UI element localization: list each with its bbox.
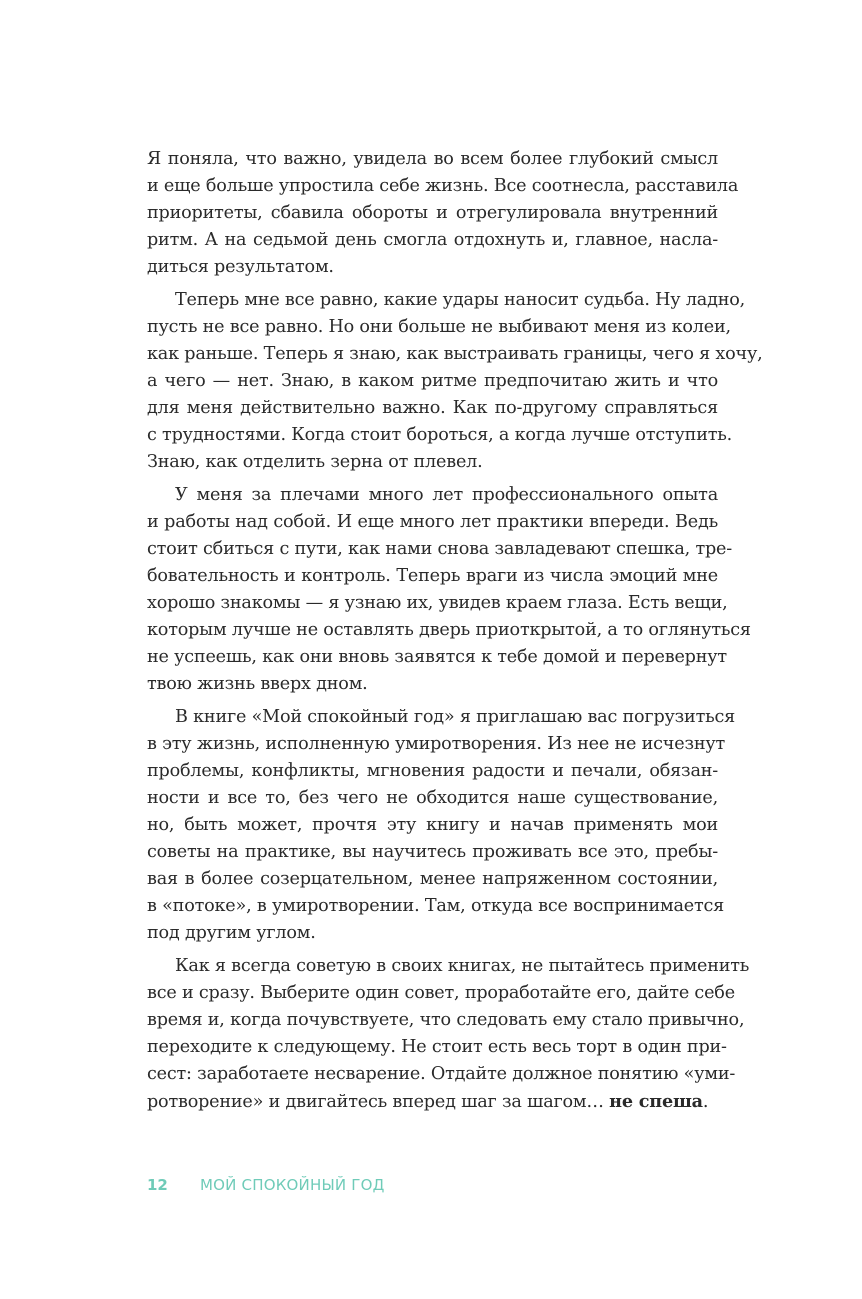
running-title: МОЙ СПОКОЙНЫЙ ГОД: [200, 1176, 385, 1194]
text-line: [147, 1088, 718, 1115]
text-line: проблемы, конфликты, мгновения радости и печали, обязан-: [147, 761, 718, 781]
text-line: а чего — нет. Знаю, в каком ритме предпочитаю жить и что: [147, 371, 718, 391]
text-line: советы на практике, вы научитесь проживать все это, пребы-: [147, 842, 718, 862]
text-line: для меня действительно важно. Как по-другому справляться: [147, 398, 718, 418]
paragraph: [147, 146, 739, 281]
text-line: которым лучше не оставлять дверь приоткрытой, а то оглянуться: [147, 620, 751, 640]
text-line: вая в более созерцательном, менее напряженном состоянии,: [147, 869, 718, 889]
emphasis-text: не спеша: [609, 1091, 703, 1112]
paragraph: [147, 287, 763, 476]
text-line: как раньше. Теперь я знаю, как выстраивать границы, чего я хочу,: [147, 344, 763, 364]
text-line: диться результатом.: [147, 257, 334, 277]
text-line: Знаю, как отделить зерна от плевел.: [147, 452, 483, 472]
text-line: и еще больше упростила себе жизнь. Все соотнесла, расставила: [147, 176, 739, 196]
text-line: под другим углом.: [147, 923, 316, 943]
text-line: не успеешь, как они вновь заявятся к тебе домой и перевернут: [147, 647, 727, 667]
text-line: хорошо знакомы — я узнаю их, увидев краем глаза. Есть вещи,: [147, 593, 728, 613]
text-line: твою жизнь вверх дном.: [147, 674, 368, 694]
text-line: Я поняла, что важно, увидела во всем более глубокий смысл: [147, 149, 718, 169]
text-line: У меня за плечами много лет профессионального опыта: [175, 485, 718, 505]
body-text: [147, 146, 763, 1121]
text-line: в эту жизнь, исполненную умиротворения. Из нее не исчезнут: [147, 734, 726, 754]
text-line: бовательность и контроль. Теперь враги из числа эмоций мне: [147, 566, 718, 586]
text-line: переходите к следующему. Не стоит есть весь торт в один при-: [147, 1037, 727, 1057]
text-line: с трудностями. Когда стоит бороться, а когда лучше отступить.: [147, 425, 733, 445]
text-line: все и сразу. Выберите один совет, проработайте его, дайте себе: [147, 983, 735, 1003]
paragraph: [147, 482, 751, 698]
text-line: и работы над собой. И еще много лет практики впереди. Ведь: [147, 512, 718, 532]
text-line: приоритеты, сбавила обороты и отрегулировала внутренний: [147, 203, 718, 223]
page-number: 12: [147, 1176, 168, 1194]
paragraph: [147, 704, 736, 947]
text-line: стоит сбиться с пути, как нами снова завладевают спешка, тре-: [147, 539, 732, 559]
paragraph: [147, 953, 750, 1115]
text-line: Как я всегда советую в своих книгах, не пытайтесь применить: [175, 956, 750, 976]
text-line: Теперь мне все равно, какие удары наносит судьба. Ну ладно,: [175, 290, 746, 310]
text-fragment: .: [702, 1092, 709, 1112]
text-line: пусть не все равно. Но они больше не выбивают меня из колеи,: [147, 317, 731, 337]
text-fragment: ротворение» и двигайтесь вперед шаг за шагом…: [147, 1092, 610, 1112]
text-line: время и, когда почувствуете, что следовать ему стало привычно,: [147, 1010, 745, 1030]
text-line: ритм. А на седьмой день смогла отдохнуть и, главное, насла-: [147, 230, 718, 250]
text-line: сест: заработаете несварение. Отдайте должное понятию «уми-: [147, 1064, 736, 1084]
text-line: ности и все то, без чего не обходится наше существование,: [147, 788, 718, 808]
text-line: В книге «Мой спокойный год» я приглашаю вас погрузиться: [175, 707, 736, 727]
text-line: в «потоке», в умиротворении. Там, откуда все воспринимается: [147, 896, 725, 916]
text-line: но, быть может, прочтя эту книгу и начав применять мои: [147, 815, 718, 835]
